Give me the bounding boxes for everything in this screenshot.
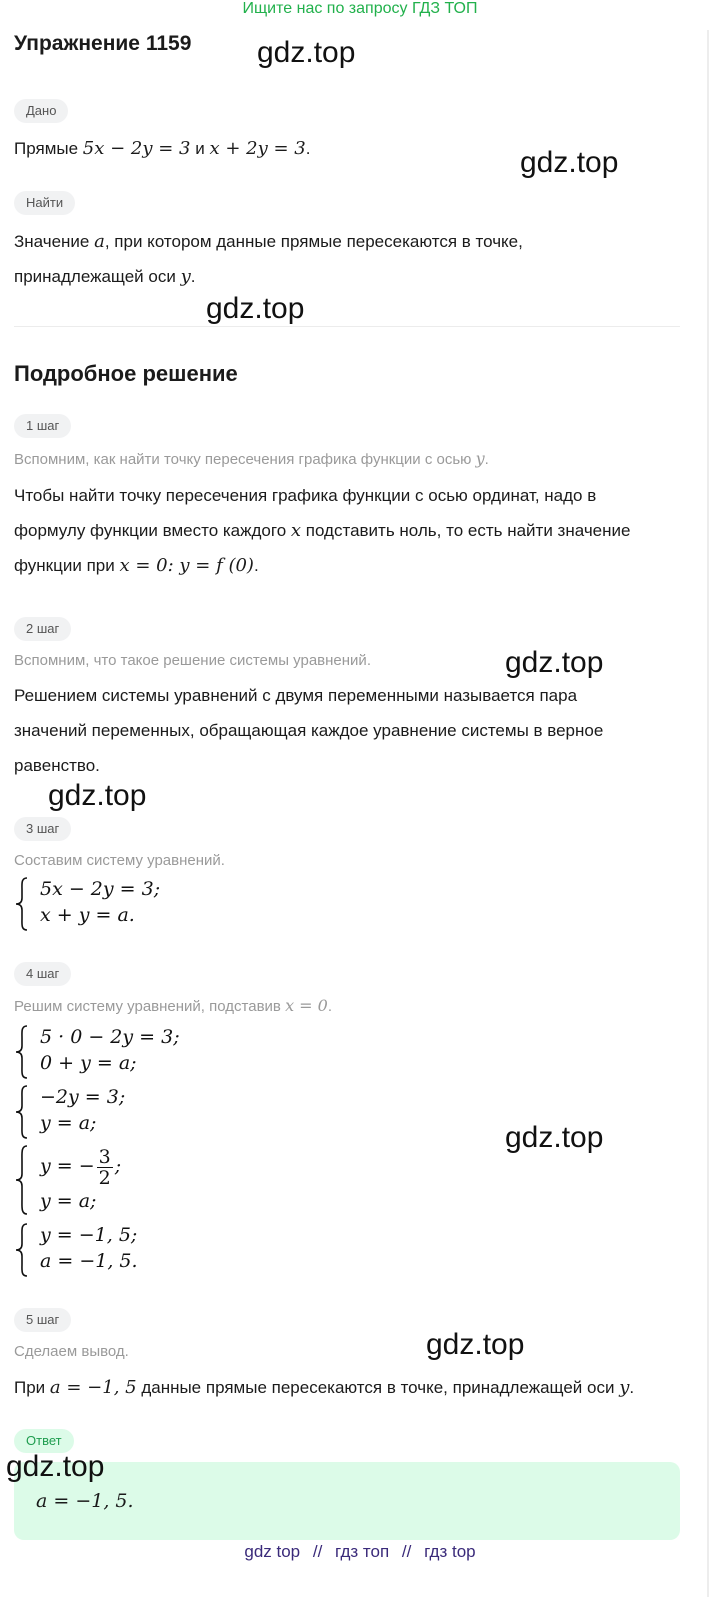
- search-banner: Ищите нас по запросу ГДЗ ТОП: [242, 0, 478, 17]
- step-3-badge-wrap: [14, 817, 71, 841]
- step-3-hint: Составим систему уравнений.: [14, 852, 225, 869]
- step-text-line: Решением системы уравнений с двумя переменными называется пара: [14, 686, 578, 705]
- step-text-part: данные прямые пересекаются в точке, принадлежащей оси: [136, 1378, 620, 1397]
- given-badge-wrap: [14, 99, 68, 123]
- given-text: [14, 131, 694, 166]
- given-prefix: Прямые: [14, 139, 83, 158]
- given-conjunction: и: [190, 139, 210, 158]
- system-row: [40, 1144, 121, 1188]
- watermark: gdz.top: [257, 36, 356, 69]
- step-badge: 4 шаг: [14, 962, 71, 986]
- hint-text: .: [484, 451, 489, 468]
- brace-icon: [14, 1144, 30, 1216]
- step-badge: 5 шаг: [14, 1308, 71, 1332]
- answer-value: a = −1, 5.: [36, 1490, 134, 1512]
- watermark: gdz.top: [520, 146, 619, 179]
- brace-icon: [14, 1024, 30, 1080]
- step-2-hint: Вспомним, что такое решение системы уравнений.: [14, 652, 371, 669]
- step-2-badge-wrap: [14, 617, 71, 641]
- step-text-part: подставить ноль, то есть найти значение: [301, 521, 631, 540]
- hint-text: Решим систему уравнений, подставив: [14, 998, 286, 1015]
- fraction-numerator: 3: [98, 1145, 111, 1168]
- system-row: y = a;: [40, 1190, 97, 1212]
- variable-y: y: [180, 266, 191, 287]
- brace-icon: [14, 876, 30, 932]
- system-row: 0 + y = a;: [40, 1052, 137, 1074]
- step-1-text: [14, 478, 694, 583]
- find-text-part: .: [190, 267, 196, 286]
- find-text-part: Значение: [14, 232, 95, 251]
- step-1-badge-wrap: [14, 414, 71, 438]
- find-text-part: принадлежащей оси: [14, 267, 181, 286]
- hint-variable: y: [475, 449, 485, 468]
- step-text-part: функции при: [14, 556, 120, 575]
- fraction: [97, 1147, 113, 1188]
- given-dot: .: [305, 139, 311, 158]
- step-2-text: [14, 678, 694, 783]
- variable-x: x: [290, 520, 302, 541]
- answer-badge: Ответ: [14, 1429, 74, 1453]
- system-row: −2y = 3;: [40, 1086, 126, 1108]
- step-text-line: значений переменных, обращающая каждое уравнение системы в верное: [14, 721, 604, 740]
- step-badge: 1 шаг: [14, 414, 71, 438]
- watermark: gdz.top: [6, 1450, 105, 1483]
- brace-icon: [14, 1222, 30, 1278]
- step-4-hint: [14, 996, 694, 1015]
- footer-separator: //: [312, 1542, 323, 1561]
- math-part: ;: [114, 1155, 122, 1177]
- divider: [14, 326, 680, 327]
- find-text-part: , при котором данные прямые пересекаются в точке,: [104, 232, 523, 251]
- footer-separator: //: [401, 1542, 412, 1561]
- hint-math: x = 0: [285, 996, 328, 1015]
- watermark: gdz.top: [48, 779, 147, 812]
- system-row: 5x − 2y = 3;: [40, 878, 161, 900]
- find-badge: Найти: [14, 191, 75, 215]
- step-text-line: Чтобы найти точку пересечения графика функции с осью ординат, надо в: [14, 486, 597, 505]
- footer-link-gdz-top-ru[interactable]: гдз топ: [335, 1542, 390, 1561]
- system-row: 5 · 0 − 2y = 3;: [40, 1026, 180, 1048]
- step-text-part: .: [629, 1378, 635, 1397]
- footer-links: [0, 1542, 720, 1562]
- step-1-hint: [14, 449, 694, 468]
- equation-2: x + 2y = 3: [209, 138, 306, 159]
- step-5-text: [14, 1370, 694, 1405]
- system-row: a = −1, 5.: [40, 1250, 138, 1272]
- watermark: gdz.top: [505, 1121, 604, 1154]
- step-badge: 2 шаг: [14, 617, 71, 641]
- step-5-hint: Сделаем вывод.: [14, 1343, 129, 1360]
- step-5-badge-wrap: [14, 1308, 71, 1332]
- step-text-part: .: [253, 556, 259, 575]
- variable-y: y: [619, 1377, 630, 1398]
- system-row: x + y = a.: [40, 904, 135, 926]
- fraction-denominator: 2: [98, 1166, 111, 1189]
- step-text-part: формулу функции вместо каждого: [14, 521, 291, 540]
- watermark: gdz.top: [426, 1328, 525, 1361]
- step-4-badge-wrap: [14, 962, 71, 986]
- footer-link-gdz-top-mixed[interactable]: гдз top: [424, 1542, 476, 1561]
- watermark: gdz.top: [505, 646, 604, 679]
- exercise-title: Упражнение 1159: [14, 32, 192, 55]
- hint-text: Вспомним, как найти точку пересечения графика функции с осью: [14, 451, 476, 468]
- hint-text: .: [327, 998, 333, 1015]
- math-part: y = −: [40, 1155, 95, 1177]
- find-badge-wrap: [14, 191, 75, 215]
- scrollbar-track[interactable]: [707, 30, 709, 1597]
- math-expression: x = 0: y = f (0): [119, 555, 254, 576]
- step-badge: 3 шаг: [14, 817, 71, 841]
- math-expression: a = −1, 5: [49, 1377, 137, 1398]
- given-badge: Дано: [14, 99, 68, 123]
- footer-link-gdz-top[interactable]: gdz top: [244, 1542, 301, 1561]
- variable-a: a: [94, 231, 105, 252]
- system-row: y = a;: [40, 1112, 97, 1134]
- step-text-line: равенство.: [14, 756, 100, 775]
- system-row: y = −1, 5;: [40, 1224, 138, 1246]
- brace-icon: [14, 1084, 30, 1140]
- equation-1: 5x − 2y = 3: [82, 138, 191, 159]
- find-text: [14, 224, 694, 294]
- solution-title: Подробное решение: [14, 361, 238, 386]
- step-text-part: При: [14, 1378, 50, 1397]
- watermark: gdz.top: [206, 292, 305, 325]
